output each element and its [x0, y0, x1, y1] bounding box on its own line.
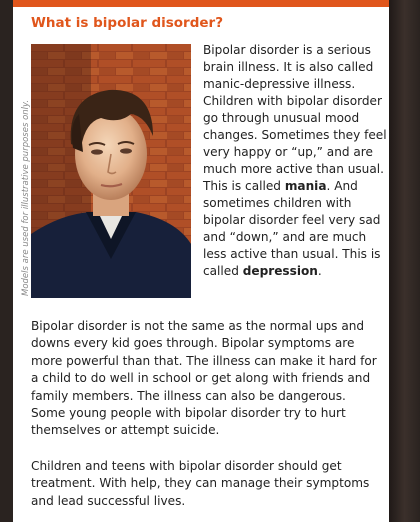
accent-bar: [13, 0, 389, 7]
intro-text-1: Bipolar disorder is a serious brain illness. It is also called manic-depressive illness. Children with bipolar disorder go through unusual mood changes. Sometimes they feel very happy or “up,” and are much more active than usual. This is called: [203, 43, 387, 193]
intro-text-2: . And sometimes children with bipolar disorder feel very sad and “down,” and are much less active than usual. This is called: [203, 179, 381, 278]
portrait-photo: [31, 44, 191, 298]
background-edge: [389, 0, 420, 522]
intro-text-3: .: [317, 264, 322, 278]
term-mania: mania: [284, 179, 327, 193]
portrait-illustration: [31, 44, 191, 298]
section-heading: What is bipolar disorder?: [31, 15, 224, 31]
photo-disclaimer: Models are used for illustrative purposes only.: [21, 99, 31, 296]
paragraph-symptoms: Bipolar disorder is not the same as the normal ups and downs every kid goes through. Bipolar symptoms are more powerful than that. The illness can make it hard for a child to do well in school or get along with friends and family members. The illness can also be dangerous. Some young people with bipolar disorder try to hurt themselves or attempt suicide.: [31, 319, 377, 438]
document-page: [13, 0, 389, 522]
intro-paragraph: [203, 42, 389, 280]
paragraph-treatment: Children and teens with bipolar disorder should get treatment. With help, they can manage their symptoms and lead successful lives.: [31, 459, 370, 508]
term-depression: depression: [242, 264, 318, 278]
